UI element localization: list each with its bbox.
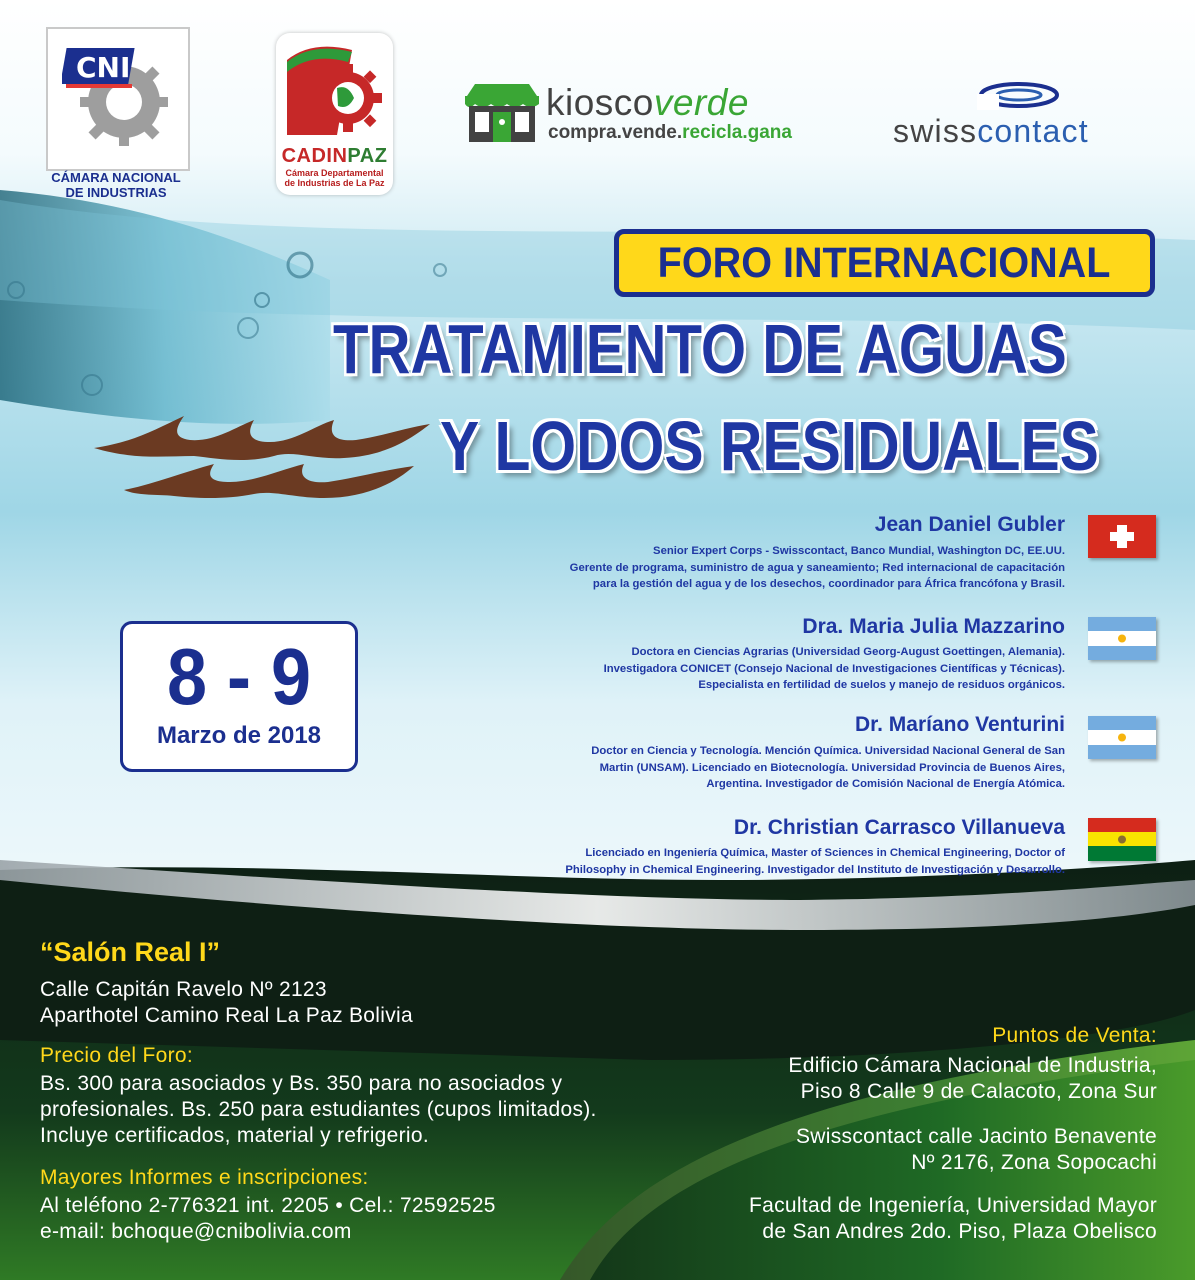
cadinpaz-sub-line2: de Industrias de La Paz [284,178,385,188]
swisscontact-name-a: swiss [893,113,978,149]
kiosk-store-icon [461,82,543,144]
cni-gear-logo [62,40,172,150]
swisscontact-name [893,113,1089,150]
price-text: Bs. 300 para asociados y Bs. 350 para no asociados y profesionales. Bs. 250 para estudiantes (cupos limitados). Incluye certificados, material y refrigerio. [40,1072,597,1147]
venue-address: Calle Capitán Ravelo Nº 2123 Aparthotel Camino Real La Paz Bolivia [40,978,413,1027]
date-days: 8 - 9 [166,632,312,721]
sales-heading: Puntos de Venta: [992,1024,1157,1047]
wave-ornament-icon [94,406,434,506]
title-line-2: Y LODOS RESIDUALES [440,407,1099,485]
cadinpaz-name [276,145,393,168]
slogan-part-b: recicla [682,122,743,143]
cni-name-line2: DE INDUSTRIAS [65,185,167,200]
bolivia-flag-icon [1088,818,1156,861]
venue-name: “Salón Real I” [40,937,221,967]
cni-name-line1: CÁMARA NACIONAL [51,170,181,185]
kioscoverde-name [546,82,749,124]
sales-point: Facultad de Ingeniería, Universidad Mayor de San Andres 2do. Piso, Plaza Obelisco [748,1194,1157,1243]
contact-info: Al teléfono 2-776321 int. 2205 • Cel.: 72592525 e-mail: bchoque@cnibolivia.com [40,1194,496,1243]
cadinpaz-name-b: PAZ [347,145,388,167]
speaker-description: Licenciado en Ingeniería Química, Master of Sciences in Chemical Engineering, Doctor of Philosophy in Chemical Engineering. Investigador del Instituto de Investigación y Desarrollo. [565,847,1065,876]
speaker-name: Dr. Christian Carrasco Villanueva [733,816,1065,839]
cadinpaz-sub-line1: Cámara Departamental [285,168,384,178]
kioscoverde-name-a: kiosco [546,82,654,123]
price-heading: Precio del Foro: [40,1044,194,1067]
slogan-part-c: .gana [742,122,792,143]
cadinpaz-subtitle [276,168,393,188]
speaker-name: Dr. Maríano Venturini [854,713,1065,736]
kicker-text: FORO INTERNACIONAL [658,239,1111,287]
cadinpaz-gear-logo [282,40,386,140]
slogan-part-a: compra.vende. [548,122,683,143]
switzerland-flag-icon [1088,515,1156,558]
speaker-description: Doctora en Ciencias Agrarias (Universidad Georg-August Goettingen, Alemania). Investigadora CONICET (Consejo Nacional de Investigaciones Científicas y Técnicas). Especialista en fertilidad de suelos y manejo de residuos orgánicos. [603,646,1065,691]
cadinpaz-name-a: CADIN [281,145,348,167]
cni-mark-text: CNI [76,51,131,84]
speaker-description: Doctor en Ciencia y Tecnología. Mención Química. Universidad Nacional General de San Martin (UNSAM). Licenciado en Biotecnología. Universidad Provincia de Buenos Aires, Argentina. Investigador de Comisión Nacional de Energía Atómica. [591,745,1065,790]
swisscontact-name-b: contact [977,113,1089,149]
speaker-name: Jean Daniel Gubler [874,513,1065,536]
date-badge [120,621,358,772]
title-line-1: TRATAMIENTO DE AGUAS [333,310,1067,388]
info-heading: Mayores Informes e inscripciones: [40,1166,369,1189]
sales-point: Swisscontact calle Jacinto Benavente Nº 2176, Zona Sopocachi [796,1125,1157,1174]
sales-point: Edificio Cámara Nacional de Industria, Piso 8 Calle 9 de Calacoto, Zona Sur [788,1054,1157,1103]
date-month: Marzo de 2018 [156,722,322,749]
argentina-flag-icon [1088,617,1156,660]
speaker-name: Dra. Maria Julia Mazzarino [802,615,1065,638]
kicker-banner [614,229,1155,297]
kioscoverde-slogan [548,122,792,144]
argentina-flag-icon [1088,716,1156,759]
speaker-description: Senior Expert Corps - Swisscontact, Banco Mundial, Washington DC, EE.UU. Gerente de programa, suministro de agua y saneamiento; Red internacional de capacitación para la gestión del agua y de los desechos, coordinador para África francófona y Brasil. [569,545,1065,590]
swisscontact-swoosh-icon [977,80,1061,110]
kioscoverde-name-b: verde [653,82,749,123]
cni-org-name [40,170,192,200]
